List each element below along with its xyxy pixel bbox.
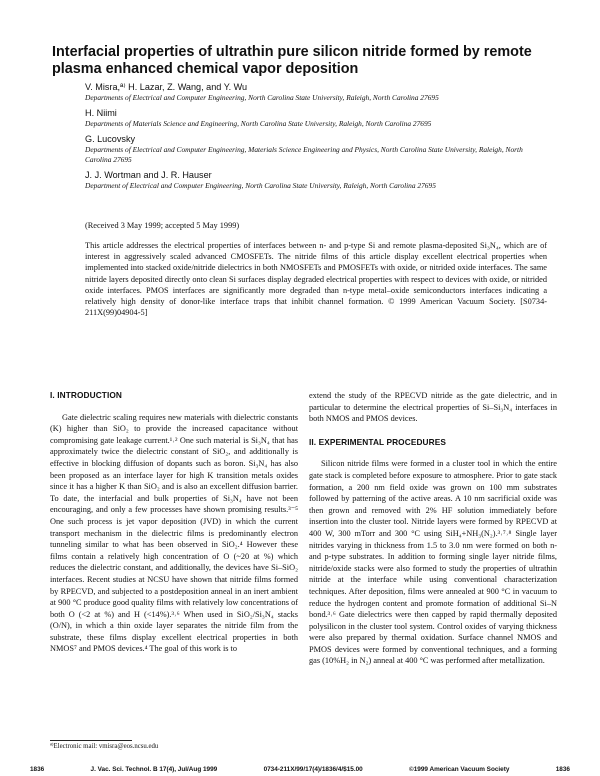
footnote-email: ª⁾Electronic mail: vmisra@eos.ncsu.edu: [50, 743, 159, 750]
author-group: [85, 134, 545, 165]
experimental-section: [309, 437, 557, 667]
abstract: This article addresses the electrical properties of interfaces between n- and p-type Si and remote plasma-deposited Si₃N₄, which are of interest in aggressively scaled advanced CMOSFETs. The nitride films of this article display excellent electrical properties when implemented into stacked oxide/nitride dielectrics in both NMOSFETs and PMOSFETs with oxide, or nitrided oxide interfaces. The same nitride layers deposited directly onto clean Si surfaces display degraded electrical properties with respect to devices with oxide, or nitrided oxide interfaces. PMOS interfaces are significantly more degraded than n-type metal–oxide semiconductors interfaces indicating a relatively high density of donor-like interface traps that inhibit channel formation. © 1999 American Vacuum Society. [S0734-211X(99)04904-5]: [85, 241, 547, 318]
received-dates: (Received 3 May 1999; accepted 5 May 1999): [85, 221, 240, 230]
section-heading-experimental: II. EXPERIMENTAL PROCEDURES: [309, 436, 447, 447]
author-names: G. Lucovsky: [85, 134, 136, 144]
introduction-continued: extend the study of the RPECVD nitride as the gate dielectric, and in particular to determine the electrical properties of Si–Si₃N₄ interfaces in both NMOS and PMOS devices.: [309, 391, 557, 424]
author-affiliation: Department of Electrical and Computer Engineering, North Carolina State University, Raleigh, North Carolina 27695: [85, 181, 436, 190]
copyright: ©1999 American Vacuum Society: [409, 766, 510, 773]
article-title: Interfacial properties of ultrathin pure silicon nitride formed by remote plasma enhanced chemical vapor deposition: [52, 44, 532, 77]
author-names: V. Misra,ª⁾ H. Lazar, Z. Wang, and Y. Wu: [85, 82, 248, 92]
author-group: [85, 108, 545, 129]
author-affiliation: Departments of Materials Science and Engineering, North Carolina State University, Raleigh, North Carolina 27695: [85, 119, 432, 128]
author-names: J. J. Wortman and J. R. Hauser: [85, 170, 212, 180]
footnote-divider: [50, 740, 132, 741]
experimental-paragraph: Silicon nitride films were formed in a cluster tool in which the entire gate stack is completed before exposure to atmosphere. Prior to gate stack formation, a 200 nm field oxide was grown on 100 mm substrates followed by patterning of the active areas. A 10 nm sacrificial oxide was then grown and removed with 2% HF solution immediately before insertion into the cluster tool. Nitride layers were formed by RPECVD at 400 W, 300 mTorr and 300 °C using SiH₄+NH₃(N₂).³˒⁷˒⁸ Single layer nitrides varying in thickness from 1.5 to 3.0 nm were formed on both n- and p-type substrates. In addition to forming single layer nitride films, nitride/oxide stacks were also formed to study the properties of ultrathin nitride at the interface while using conventional characterization techniques. After deposition, films were annealed at 900 °C in vacuum to reduce the hydrogen content and promote formation of additional Si–N bond.³˒⁶ Gate dielectrics were then capped by rapid thermally deposited polysilicon in the cluster tool system. Control oxides of varying thickness were also prepared by thermal oxidation. Surface channel NMOS and PMOS devices were formed by conventional techniques, and a forming gas (10%H₂ in N₂) anneal at 400 °C was performed after metallization.: [309, 459, 557, 666]
journal-citation: J. Vac. Sci. Technol. B 17(4), Jul/Aug 1999: [90, 766, 218, 773]
page-footer: [30, 766, 570, 773]
page-number-right: 1836: [555, 766, 570, 773]
author-affiliation: Departments of Electrical and Computer Engineering, Materials Science Engineering and Physics, North Carolina State University, Raleigh, North Carolina 27695: [85, 145, 523, 164]
author-block: [85, 82, 545, 196]
author-group: [85, 82, 545, 103]
right-column: [309, 390, 557, 667]
introduction-paragraph: Gate dielectric scaling requires new materials with dielectric constants (K) higher than SiO₂ to provide the increased capacitance without compromising gate leakage current.¹˒² One such material is Si₃N₄ that has approximately twice the dielectric constant of SiO₂, and additionally is effective in blocking diffusion of dopants such as boron. Si₃N₄ has also been proposed as an interface layer for high K transition metals oxides since it has a higher K than SiO₂ and is also an excellent diffusion barrier. To date, the interfacial and bulk properties of Si₃N₄ have not been encouraging, and only a few processes have shown promising results.³⁻⁵ One such process is jet vapor deposition (JVD) in which the current transport mechanism in the dielectric films is predominantly electron tunneling similar to what has been observed in SiO₂.⁴ However these films contain a relatively high concentration of O (~20 at %) which reduces the dielectric constant, and additionally, the devices have Si–SiO₂ interfaces. Recent studies at NCSU have shown that nitride films formed by RPECVD, and subjected to a postdeposition anneal in an inert ambient at 900 °C produce good quality films with relatively low concentrations of both O (<2 at %) and H (<14%).³˒⁶ When used in SiO₂/Si₃N₄ stacks (O/N), in which a thin oxide layer separates the nitride film from the substrate, these films display excellent electrical properties in both NMOS⁷ and PMOS devices.⁴ The goal of this work is to: [50, 412, 298, 654]
author-group: [85, 170, 545, 191]
left-column: [50, 390, 298, 655]
article-code: 0734-211X/99/17(4)/1836/4/$15.00: [263, 766, 363, 773]
author-names: H. Niimi: [85, 108, 117, 118]
author-affiliation: Departments of Electrical and Computer Engineering, North Carolina State University, Raleigh, North Carolina 27695: [85, 93, 439, 102]
page-number-left: 1836: [30, 766, 45, 773]
section-heading-introduction: I. INTRODUCTION: [50, 390, 123, 400]
